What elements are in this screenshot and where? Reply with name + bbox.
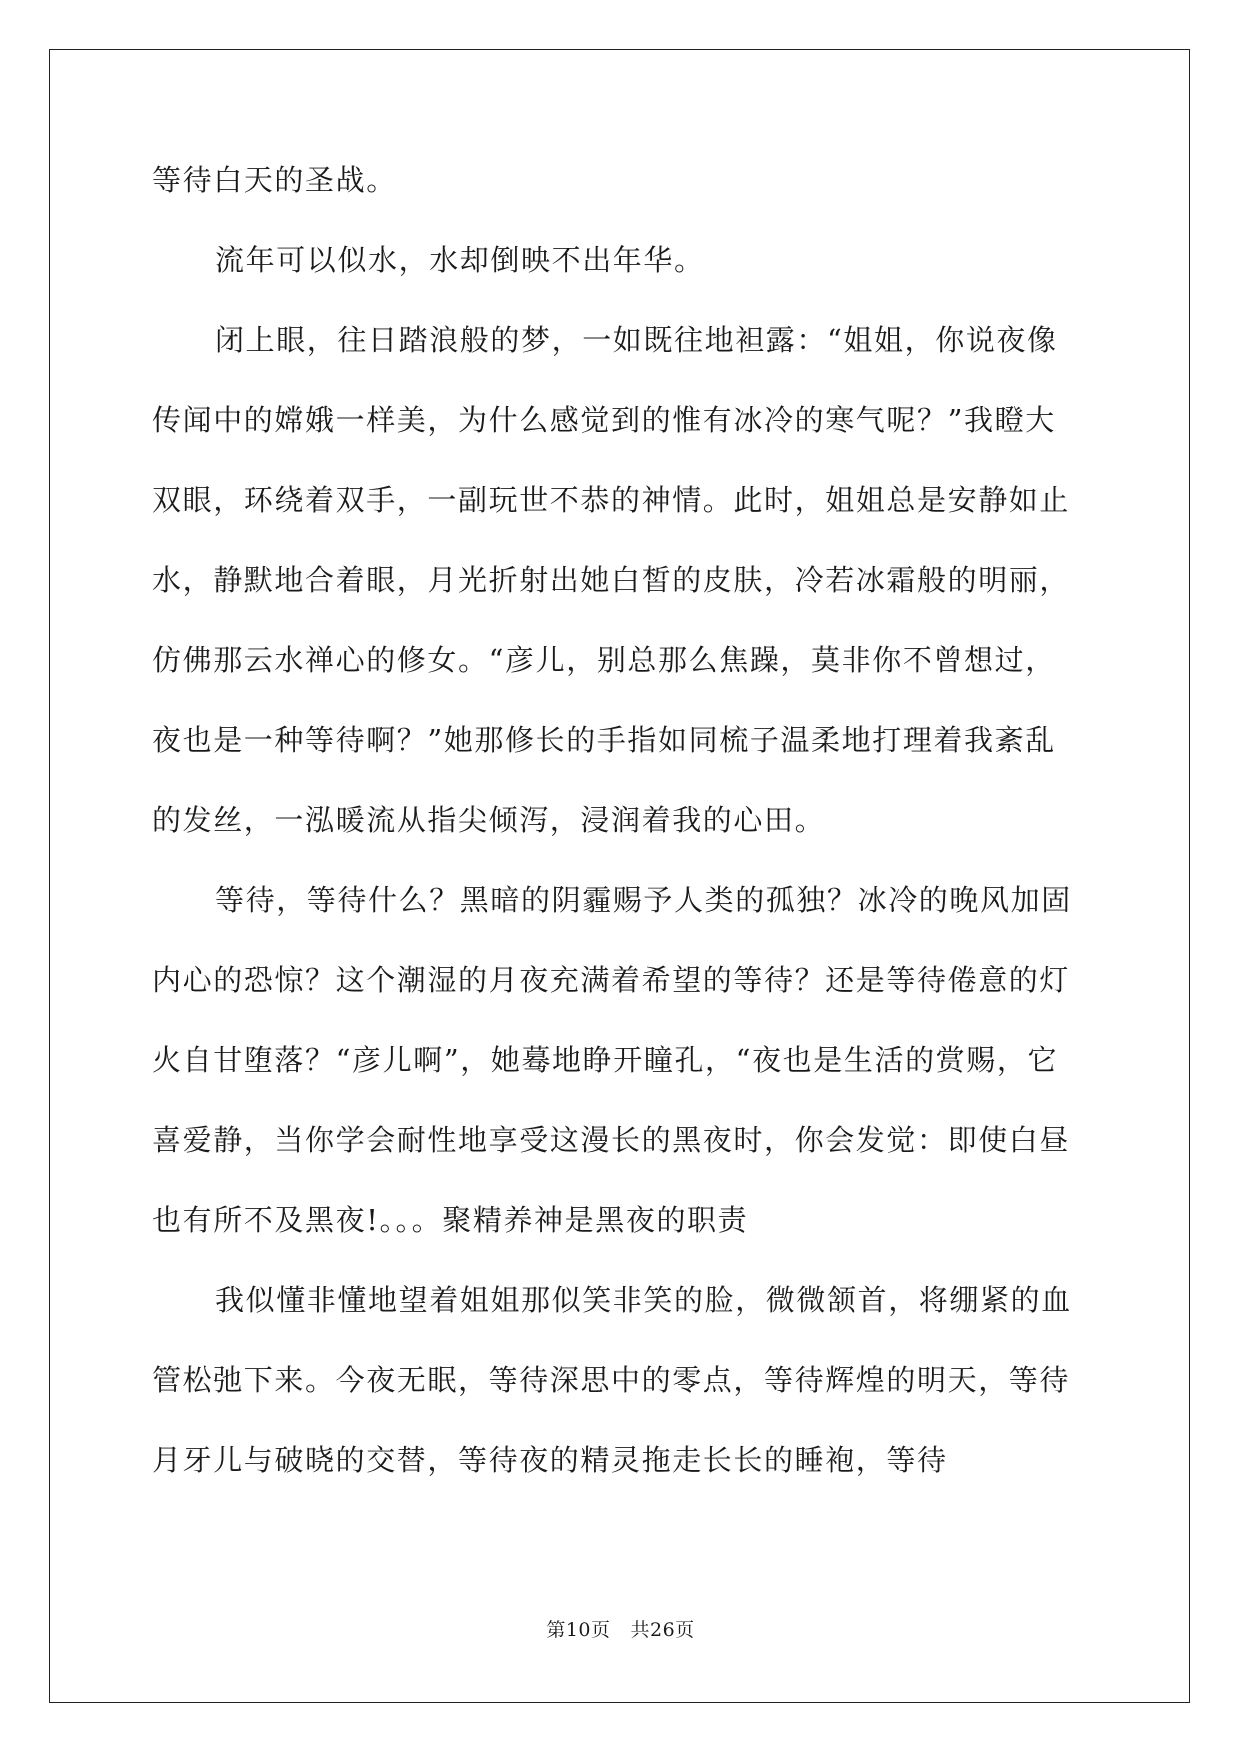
text-line: 月牙儿与破晓的交替，等待夜的精灵拖走长长的睡袍，等待 <box>152 1443 948 1477</box>
paragraph-first-line: 闭上眼，往日踏浪般的梦，一如既往地袒露：“姐姐，你说夜像 <box>215 323 1058 357</box>
text-line: 火自甘堕落？“彦儿啊”，她蓦地睁开瞳孔，“夜也是生活的赏赐，它 <box>152 1043 1059 1077</box>
text-line: 夜也是一种等待啊？”她那修长的手指如同梳子温柔地打理着我紊乱 <box>152 723 1056 757</box>
text-line: 水，静默地合着眼，月光折射出她白皙的皮肤，冷若冰霜般的明丽， <box>152 563 1071 597</box>
text-line: 等待白天的圣战。 <box>152 163 397 197</box>
text-line: 仿佛那云水禅心的修女。“彦儿，别总那么焦躁，莫非你不曾想过， <box>152 643 1056 677</box>
page-footer <box>0 1618 1241 1642</box>
paragraph-first-line: 我似懂非懂地望着姐姐那似笑非笑的脸，微微颔首，将绷紧的血 <box>215 1283 1072 1317</box>
page-number: 第10页 <box>546 1619 611 1641</box>
text-line: 也有所不及黑夜!。。。聚精养神是黑夜的职责 <box>152 1203 749 1237</box>
text-line: 管松弛下来。今夜无眠，等待深思中的零点，等待辉煌的明天，等待 <box>152 1363 1071 1397</box>
text-line: 传闻中的嫦娥一样美，为什么感觉到的惟有冰冷的寒气呢？”我瞪大 <box>152 403 1056 437</box>
paragraph-first-line: 流年可以似水，水却倒映不出年华。 <box>215 243 705 277</box>
text-line: 的发丝，一泓暖流从指尖倾泻，浸润着我的心田。 <box>152 803 826 837</box>
paragraph-first-line: 等待，等待什么？黑暗的阴霾赐予人类的孤独？冰冷的晚风加固 <box>215 883 1072 917</box>
text-line: 内心的恐惊？这个潮湿的月夜充满着希望的等待？还是等待倦意的灯 <box>152 963 1071 997</box>
text-line: 双眼，环绕着双手，一副玩世不恭的神情。此时，姐姐总是安静如止 <box>152 483 1071 517</box>
text-line: 喜爱静，当你学会耐性地享受这漫长的黑夜时，你会发觉：即使白昼 <box>152 1123 1071 1157</box>
page-total: 共26页 <box>630 1619 695 1641</box>
document-body <box>152 158 1087 1518</box>
